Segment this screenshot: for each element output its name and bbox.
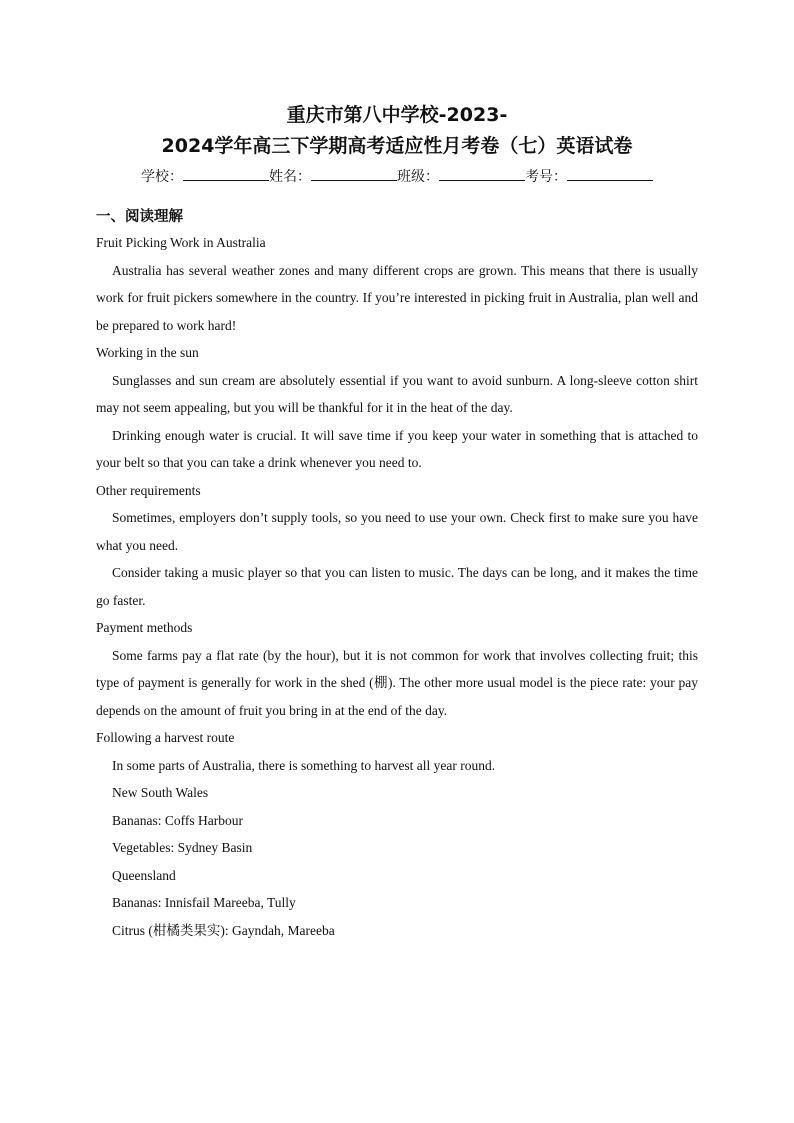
exam-title-line-1: 重庆市第八中学校-2023-: [286, 104, 508, 126]
harvest-line: In some parts of Australia, there is something to harvest all year round.: [112, 757, 496, 773]
harvest-line: New South Wales: [112, 785, 209, 800]
subheading-other-requirements: Other requirements: [96, 482, 201, 498]
harvest-line: Citrus (柑橘类果实): Gayndah, Mareeba: [112, 922, 335, 938]
school-field: [141, 166, 269, 187]
class-field: [397, 166, 525, 187]
requirements-paragraph-2: Consider taking a music player so that you can listen to music. The days can be long, and it makes the time go faster.: [96, 565, 698, 608]
sun-paragraph-2: Drinking enough water is crucial. It will save time if you keep your water in something that is attached to your belt so that you can take a drink whenever you need to.: [96, 427, 698, 470]
exam-number-blank: [567, 166, 653, 181]
requirements-paragraph-1: Sometimes, employers don’t supply tools, so you need to use your own. Check first to make sure you have what you need.: [96, 510, 698, 553]
class-label: 班级：: [397, 169, 439, 185]
article-title: Fruit Picking Work in Australia: [96, 235, 266, 250]
payment-paragraph: Some farms pay a flat rate (by the hour), but it is not common for work that involves collecting fruit; this type of payment is generally for work in the shed (棚). The other more usual model is the piece rate: your pay depends on the amount of fruit you bring in at the end of the day.: [96, 647, 698, 718]
subheading-payment-methods: Payment methods: [96, 620, 193, 635]
exam-number-label: 考号：: [525, 169, 567, 185]
reading-passage: [96, 229, 698, 944]
class-blank: [439, 166, 525, 181]
section-heading: 一、阅读理解: [96, 209, 183, 225]
subheading-working-in-sun: Working in the sun: [96, 345, 199, 360]
exam-page: [96, 100, 698, 944]
name-label: 姓名：: [269, 169, 311, 185]
school-blank: [183, 166, 269, 181]
sun-paragraph-1: Sunglasses and sun cream are absolutely essential if you want to avoid sunburn. A long-sleeve cotton shirt may not seem appealing, but you will be thankful for it in the heat of the day.: [96, 372, 698, 415]
harvest-line: Bananas: Coffs Harbour: [112, 812, 243, 828]
harvest-line: Bananas: Innisfail Mareeba, Tully: [112, 895, 296, 910]
harvest-line: Queensland: [112, 867, 176, 883]
student-info-line: [96, 166, 698, 187]
name-blank: [311, 166, 397, 181]
exam-title-line-2: 2024学年高三下学期高考适应性月考卷（七）英语试卷: [161, 135, 633, 157]
subheading-harvest-route: Following a harvest route: [96, 730, 235, 745]
school-label: 学校：: [141, 169, 183, 185]
harvest-line: Vegetables: Sydney Basin: [112, 840, 253, 855]
name-field: [269, 166, 397, 187]
exam-number-field: [525, 166, 653, 187]
intro-paragraph: Australia has several weather zones and many different crops are grown. This means that there is usually work for fruit pickers somewhere in the country. If you’re interested in picking fruit in Australia, plan well and be prepared to work hard!: [96, 262, 698, 333]
